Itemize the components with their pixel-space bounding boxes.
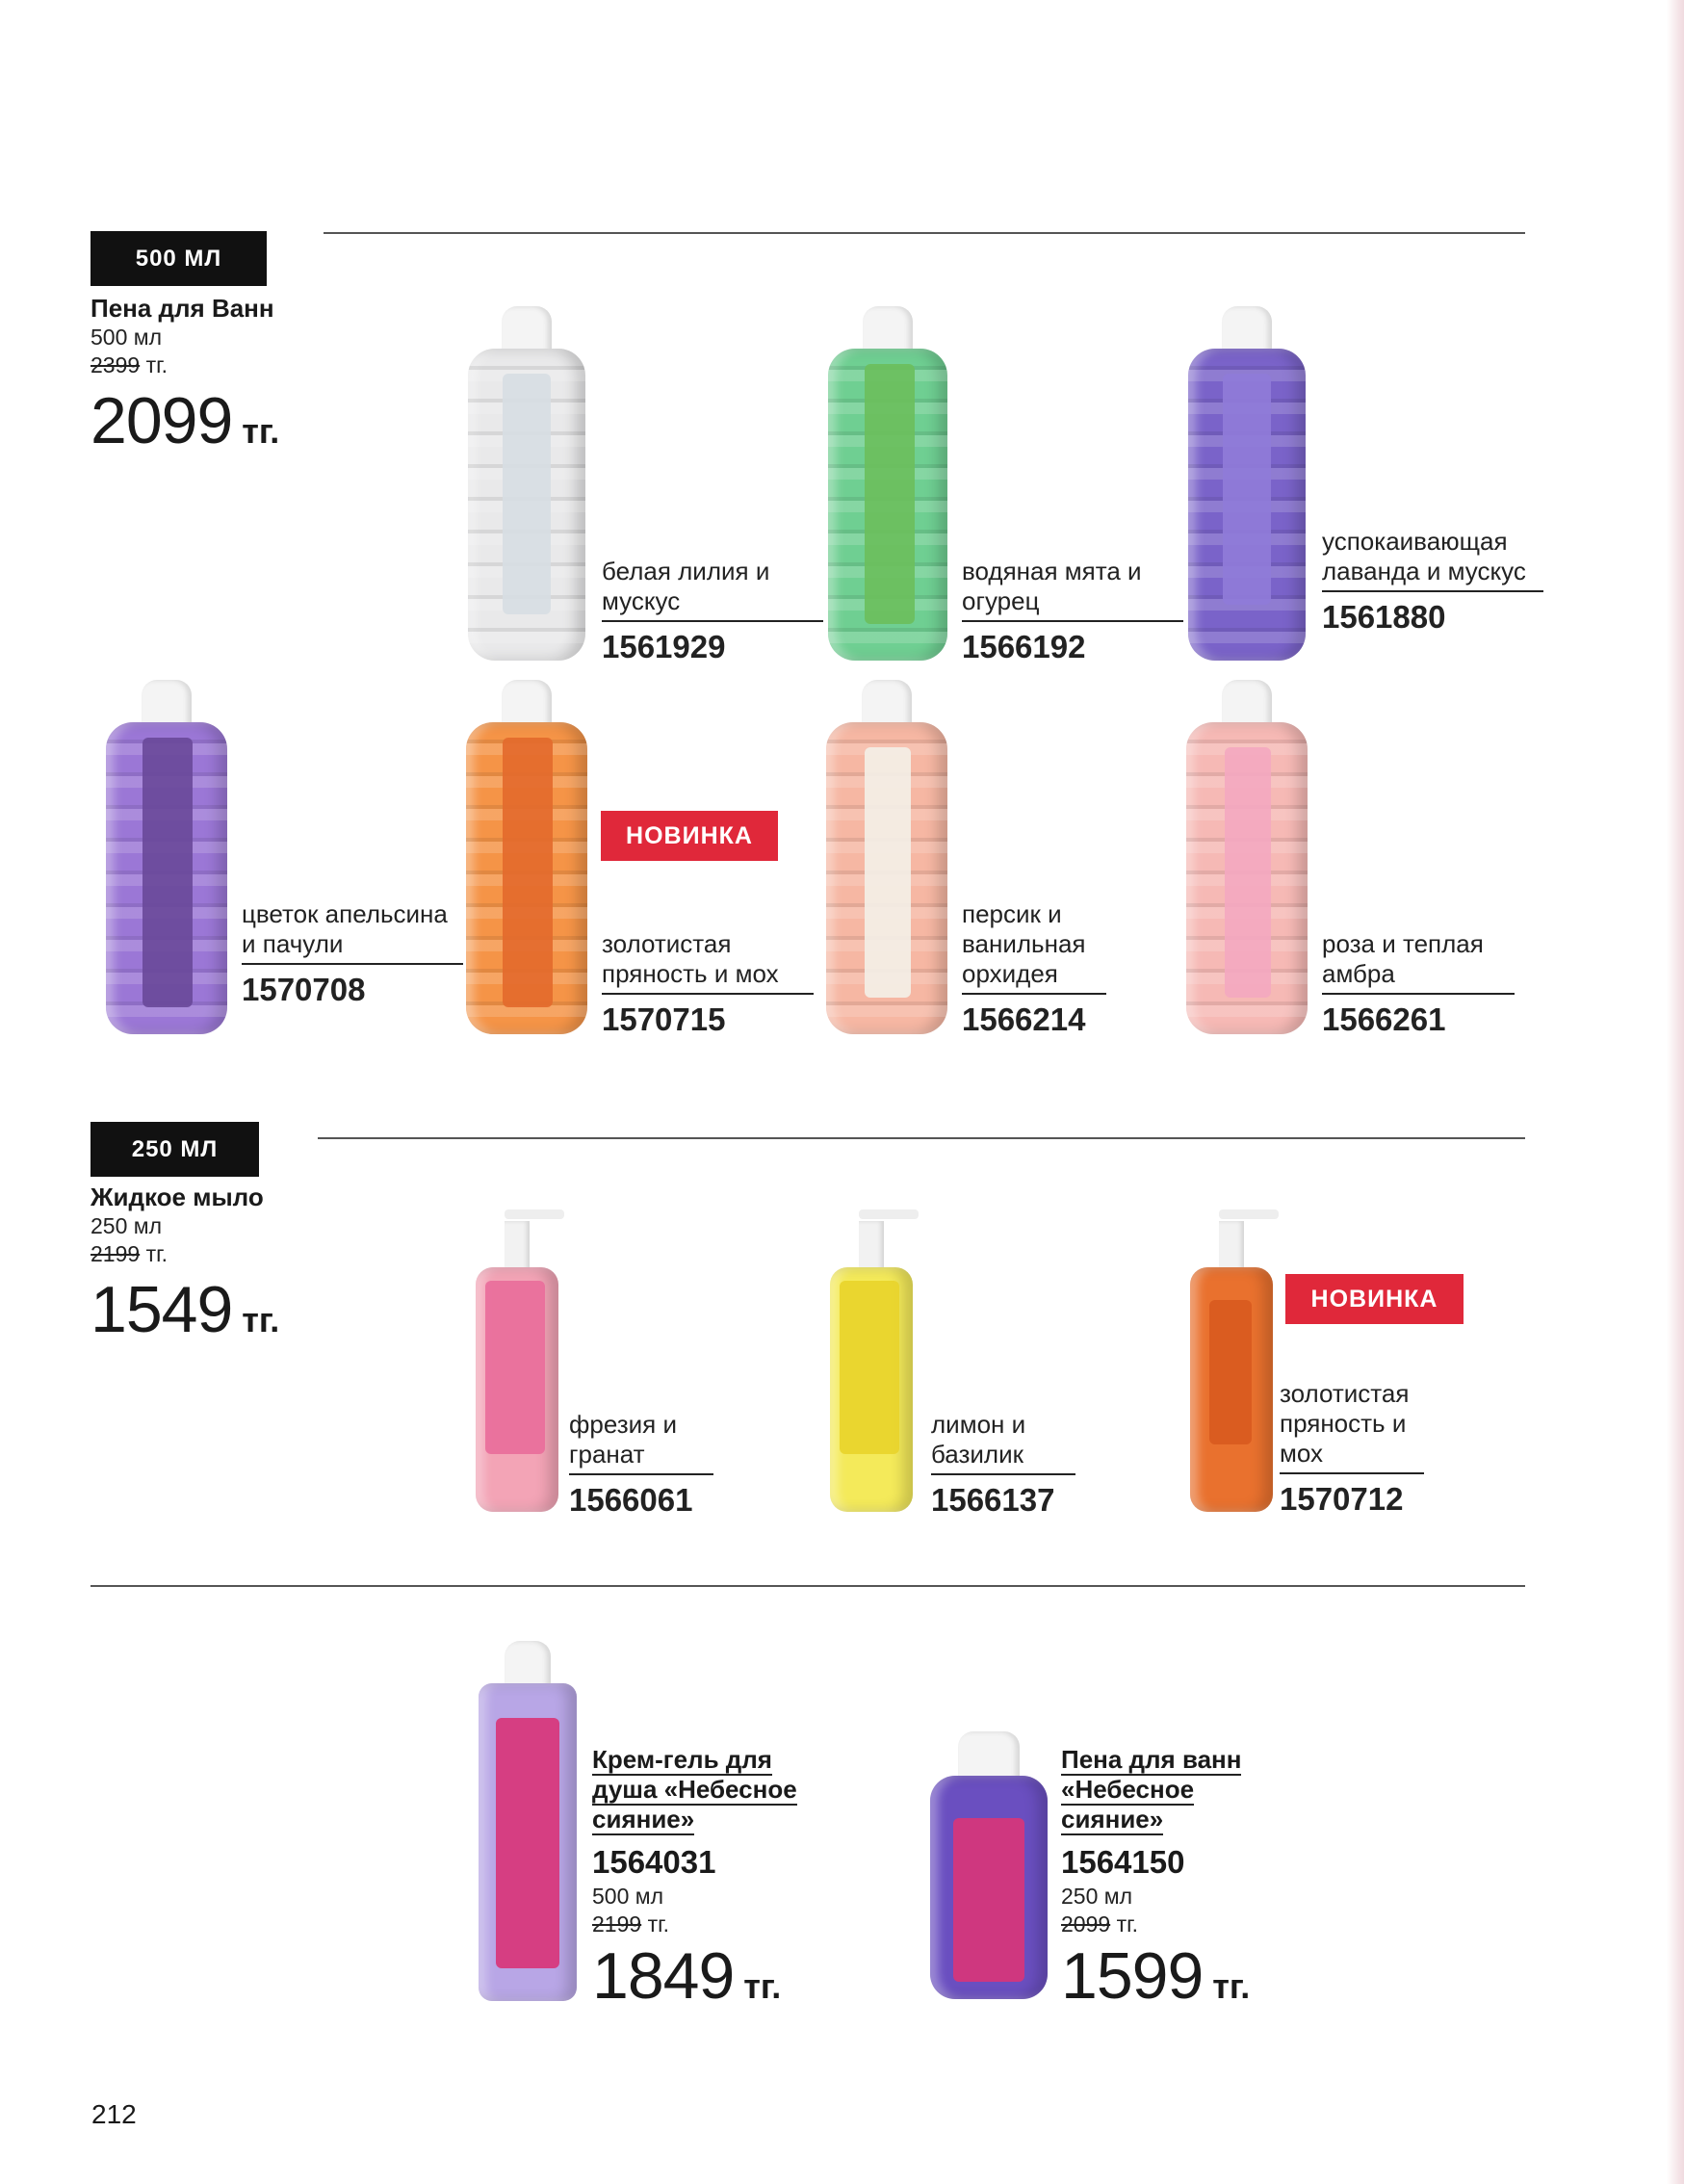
- product-image-lavender: [1188, 306, 1306, 661]
- current-price-currency: тг.: [1212, 1966, 1251, 2006]
- product-code: 1566261: [1322, 1001, 1446, 1037]
- product-image-golden-spice-soap: [1190, 1204, 1273, 1512]
- old-price-currency: тг.: [647, 1911, 670, 1937]
- size-tag-500: 500 МЛ: [91, 231, 267, 286]
- new-badge: НОВИНКА: [1285, 1274, 1464, 1324]
- product-name: фрезия и гранат: [569, 1410, 713, 1475]
- product-name: персик и ванильная орхидея: [962, 899, 1106, 995]
- product-label-1566061: [569, 1410, 713, 1520]
- product-code: 1566061: [569, 1482, 693, 1518]
- product-label-1570712: [1280, 1379, 1424, 1519]
- product-code: 1566192: [962, 629, 1086, 664]
- product-code: 1566137: [931, 1482, 1055, 1518]
- product-image-orange-blossom: [106, 680, 227, 1034]
- product-name: лимон и базилик: [931, 1410, 1075, 1475]
- product-code: 1570715: [602, 1001, 726, 1037]
- old-price-currency: тг.: [1116, 1911, 1139, 1937]
- product-image-shower-gel: [479, 1641, 577, 2001]
- product-image-freesia: [476, 1204, 558, 1512]
- price-block-250: [91, 1183, 370, 1346]
- current-price-currency: тг.: [242, 411, 280, 451]
- product-name: водяная мята и огурец: [962, 557, 1183, 622]
- product-image-bath-foam: [930, 1731, 1048, 1999]
- old-price: 2099: [1061, 1911, 1111, 1937]
- product-label-1561880: [1322, 527, 1543, 637]
- product-label-1570708: [242, 899, 463, 1009]
- new-badge: НОВИНКА: [601, 811, 778, 861]
- section-title: Жидкое мыло: [91, 1183, 264, 1211]
- current-price-line: [91, 1273, 370, 1346]
- product-block-1564031: [592, 1745, 842, 2013]
- volume: 500 мл: [91, 325, 162, 350]
- product-image-white-lily: [468, 306, 585, 661]
- section-title: Пена для Ванн: [91, 294, 274, 323]
- divider-middle: [318, 1137, 1525, 1139]
- product-label-1566192: [962, 557, 1183, 666]
- divider-bottom: [91, 1585, 1525, 1587]
- current-price-currency: тг.: [743, 1966, 782, 2006]
- product-code: 1564150: [1061, 1844, 1185, 1880]
- divider-top: [324, 232, 1525, 234]
- product-label-1566214: [962, 899, 1106, 1039]
- product-code: 1561929: [602, 629, 726, 664]
- product-name: роза и теплая амбра: [1322, 929, 1515, 995]
- product-image-water-mint: [828, 306, 947, 661]
- product-image-peach-orchid: [826, 680, 947, 1034]
- product-image-golden-spice: [466, 680, 587, 1034]
- product-label-1566137: [931, 1410, 1075, 1520]
- old-price-currency: тг.: [145, 1241, 168, 1266]
- old-price-currency: тг.: [145, 352, 168, 377]
- product-code: 1561880: [1322, 599, 1446, 635]
- product-name: успокаивающая лаванда и мускус: [1322, 527, 1543, 592]
- product-label-1561929: [602, 557, 823, 666]
- old-price-line: [1061, 1911, 1282, 1938]
- current-price-line: [1061, 1939, 1282, 2013]
- old-price-line: [91, 1240, 370, 1268]
- price-block-500: [91, 294, 370, 455]
- volume: 500 мл: [592, 1884, 663, 1909]
- product-name: золотистая пряность и мох: [602, 929, 814, 995]
- product-title: Пена для ванн «Небесное сияние»: [1061, 1745, 1242, 1833]
- page-number: 212: [91, 2099, 137, 2129]
- current-price: 2099: [91, 384, 233, 457]
- product-name: золотистая пряность и мох: [1280, 1379, 1424, 1474]
- product-name: цветок апельсина и пачули: [242, 899, 463, 965]
- product-code: 1570708: [242, 972, 366, 1007]
- product-image-rose-amber: [1186, 680, 1308, 1034]
- product-title: Крем-гель для душа «Небесное сияние»: [592, 1745, 797, 1833]
- old-price: 2199: [592, 1911, 642, 1937]
- volume: 250 мл: [91, 1213, 162, 1238]
- product-label-1566261: [1322, 929, 1515, 1039]
- current-price-line: [592, 1939, 842, 2013]
- current-price: 1549: [91, 1273, 233, 1346]
- page-edge-strip: [1667, 0, 1684, 2184]
- current-price: 1599: [1061, 1939, 1204, 2013]
- product-label-1570715: [602, 929, 814, 1039]
- current-price-line: [91, 384, 370, 457]
- product-name: белая лилия и мускус: [602, 557, 823, 622]
- volume: 250 мл: [1061, 1884, 1132, 1909]
- product-code: 1570712: [1280, 1481, 1404, 1517]
- product-block-1564150: [1061, 1745, 1282, 2013]
- old-price: 2399: [91, 352, 141, 377]
- product-code: 1566214: [962, 1001, 1086, 1037]
- old-price: 2199: [91, 1241, 141, 1266]
- current-price: 1849: [592, 1939, 735, 2013]
- product-code: 1564031: [592, 1844, 716, 1880]
- old-price-line: [592, 1911, 842, 1938]
- size-tag-250: 250 МЛ: [91, 1122, 259, 1177]
- product-image-lemon-basil: [830, 1204, 913, 1512]
- current-price-currency: тг.: [242, 1300, 280, 1339]
- old-price-line: [91, 351, 370, 379]
